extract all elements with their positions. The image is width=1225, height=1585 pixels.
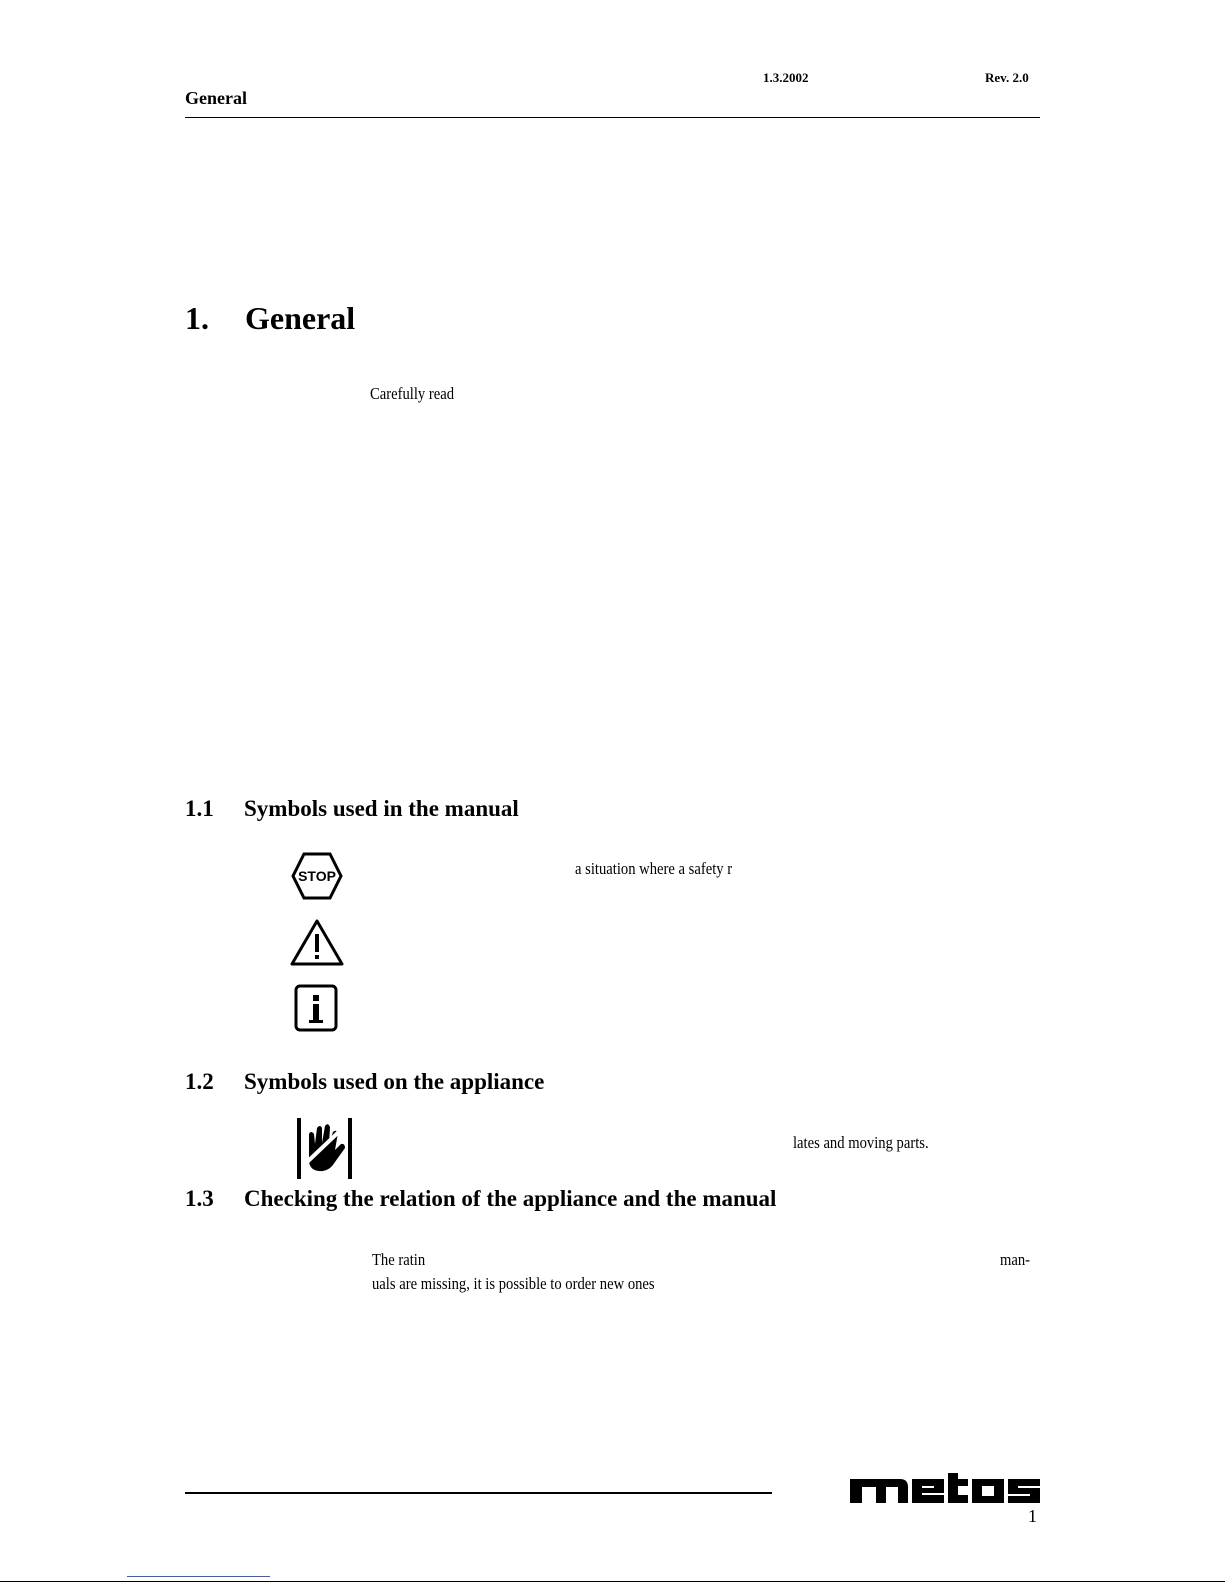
section-title: Checking the relation of the appliance and the manual: [244, 1186, 777, 1211]
warning-triangle-icon: [289, 918, 345, 968]
section-title: Symbols used on the appliance: [244, 1069, 545, 1094]
paragraph-line2: uals are missing, it is possible to order new ones: [372, 1274, 655, 1293]
chapter-intro-text: Carefully read: [370, 384, 455, 403]
stop-icon: [290, 851, 344, 901]
metos-logo: [850, 1473, 1040, 1505]
symbol-text-hand: lates and moving parts.: [793, 1133, 929, 1152]
chapter-heading: [185, 300, 355, 337]
svg-text:STOP: STOP: [298, 868, 336, 884]
header-divider: [185, 117, 1040, 118]
paragraph-line1-end: man-: [1000, 1250, 1031, 1269]
section-heading-1-3: [185, 1186, 776, 1212]
page-bottom-edge: [0, 1581, 1225, 1582]
symbol-text-stop: a situation where a safety r: [575, 859, 733, 878]
section-heading-1-1: [185, 796, 519, 822]
section-number: 1.1: [185, 796, 214, 821]
hand-hazard-icon: [295, 1116, 355, 1181]
chapter-number: 1.: [185, 300, 209, 336]
header-date: 1.3.2002: [763, 70, 809, 85]
section-heading-1-2: [185, 1069, 544, 1095]
info-icon: [293, 983, 341, 1033]
section-number: 1.3: [185, 1186, 214, 1211]
chapter-title: General: [245, 300, 356, 336]
section-title: Symbols used in the manual: [244, 796, 519, 821]
footer-divider: [185, 1492, 772, 1494]
page-number: 1: [1028, 1506, 1037, 1526]
section-number: 1.2: [185, 1069, 214, 1094]
header-section-title: General: [185, 88, 247, 108]
bottom-link-underline[interactable]: [127, 1576, 270, 1577]
paragraph-line1-start: The ratin: [372, 1250, 426, 1269]
header-revision: Rev. 2.0: [985, 70, 1029, 85]
